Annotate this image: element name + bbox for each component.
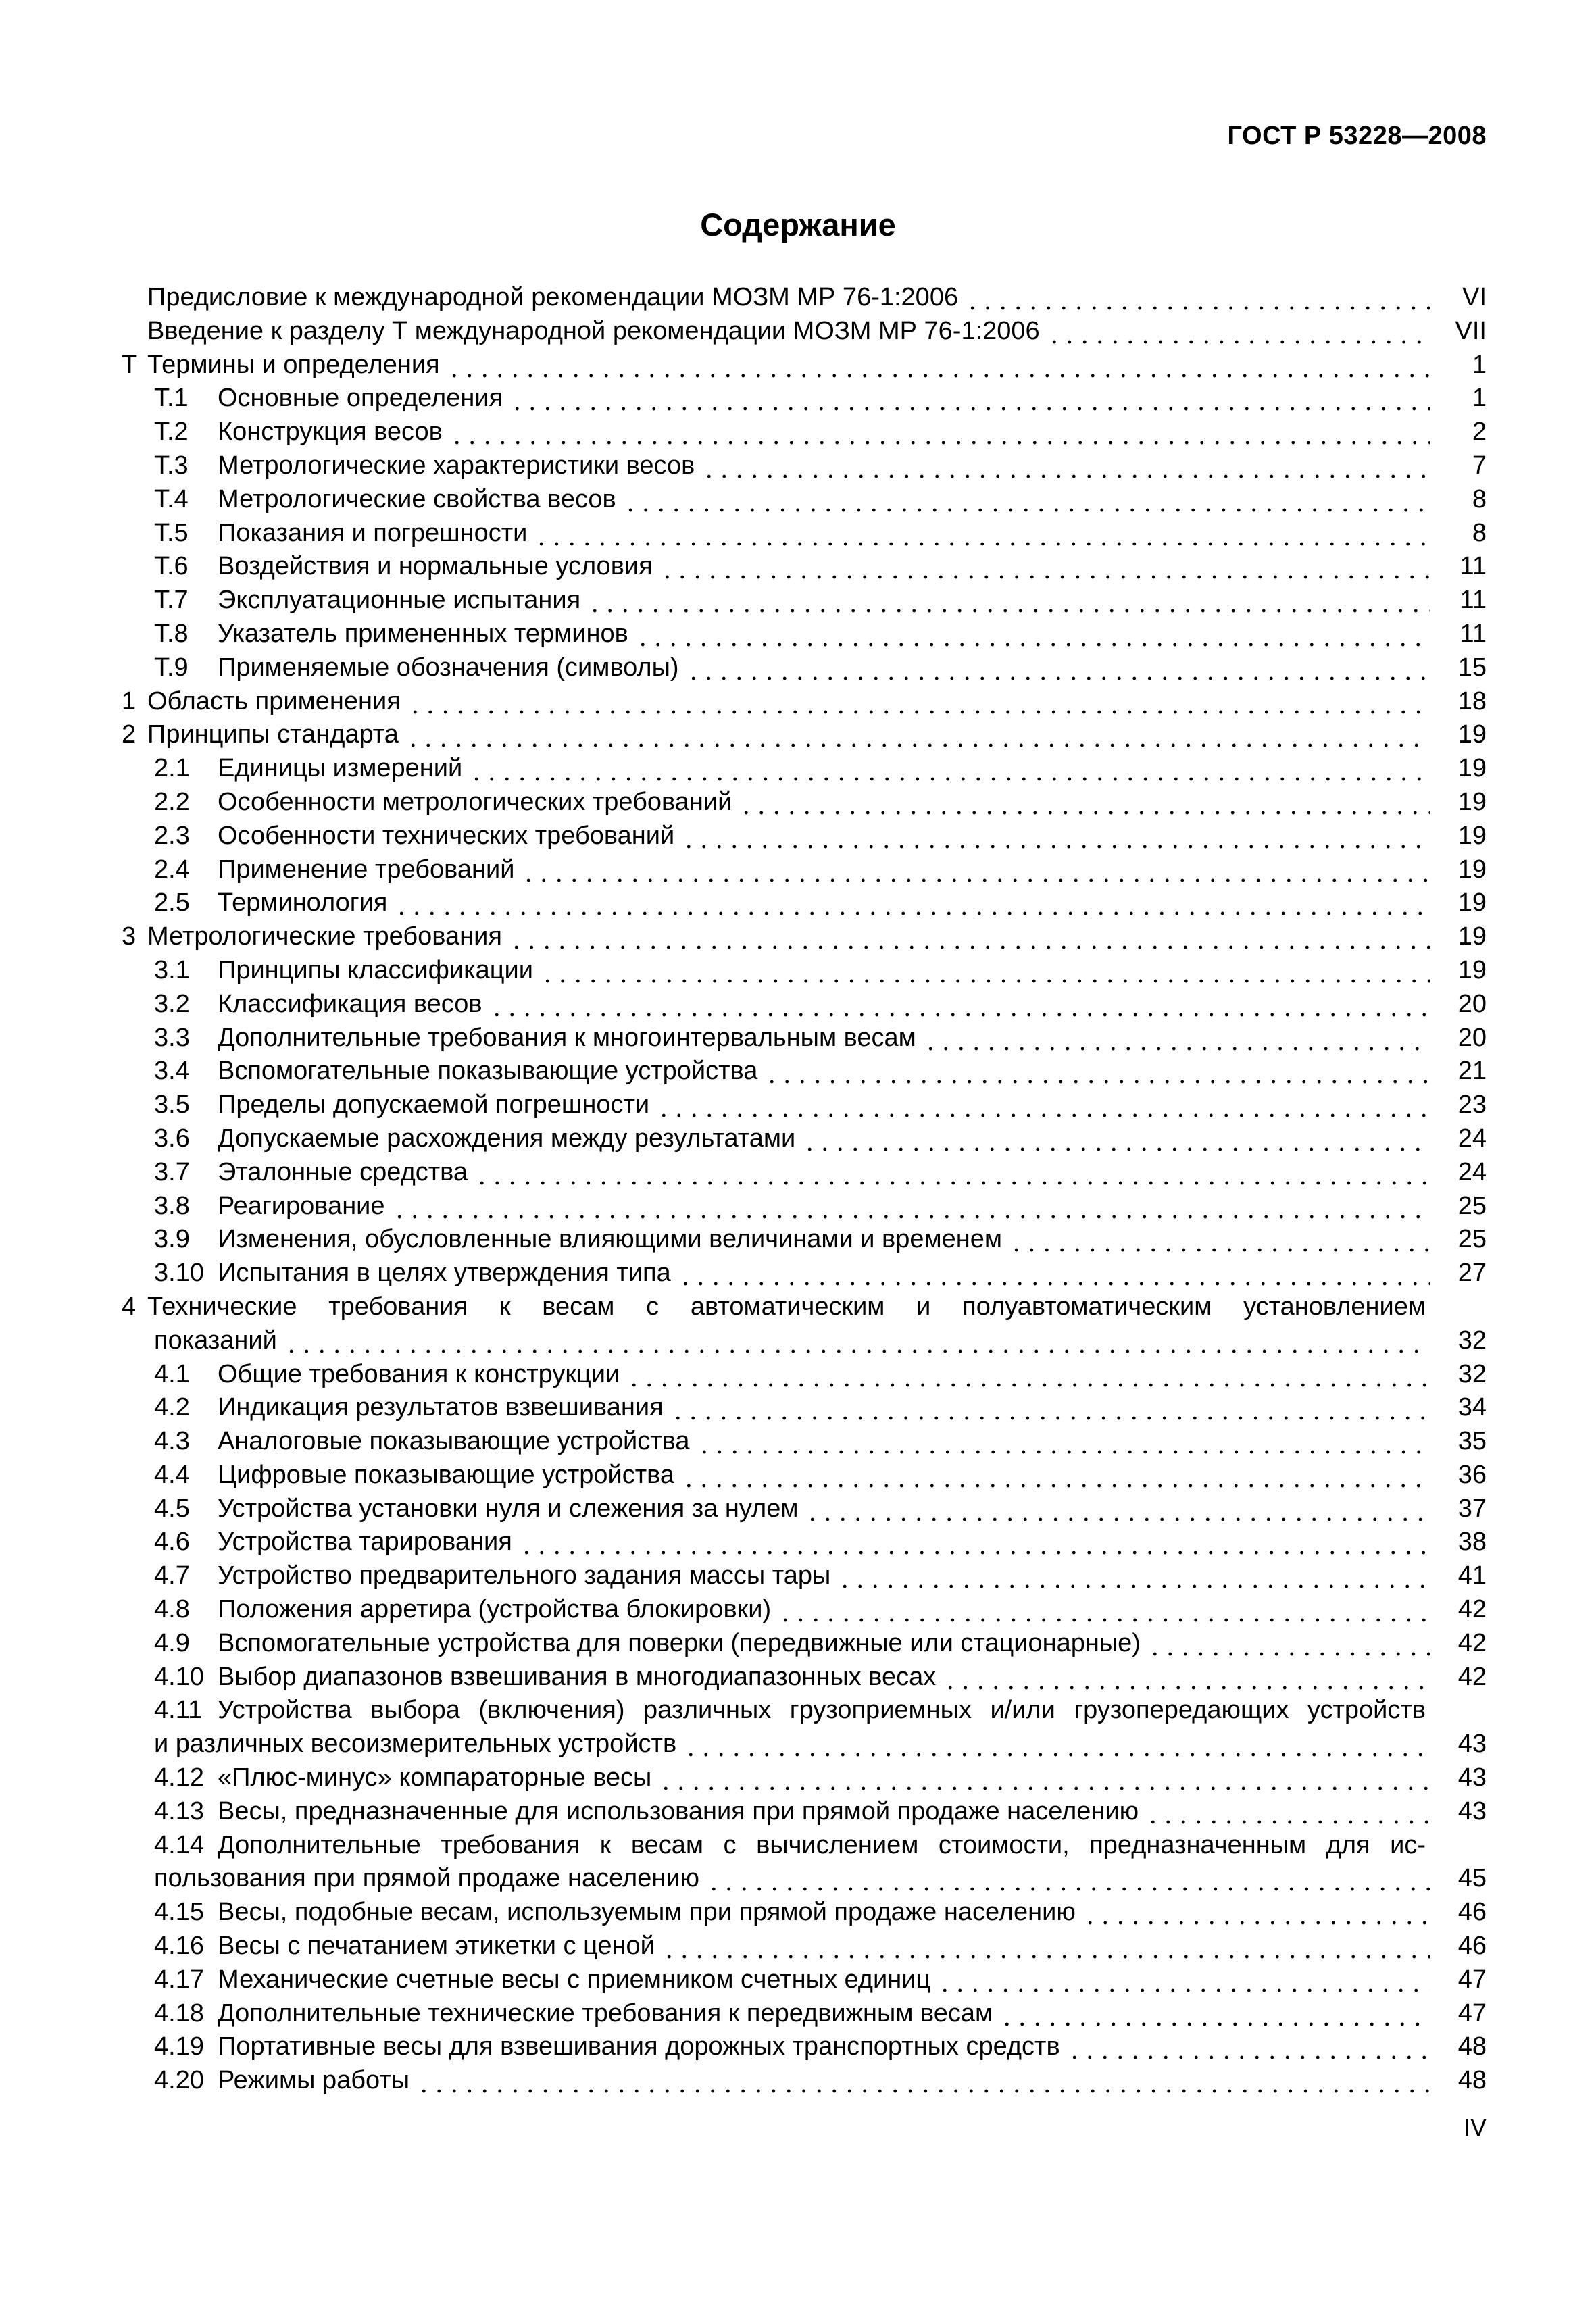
toc-entry[interactable] bbox=[122, 1055, 1487, 1088]
toc-entry-number: 3.9 bbox=[154, 1225, 190, 1254]
toc-entry-title: пользования при прямой продаже населению bbox=[154, 1864, 700, 1893]
toc-entry-page: 1 bbox=[1472, 384, 1487, 413]
toc-entry-page: 19 bbox=[1457, 754, 1487, 783]
dot-leader bbox=[392, 1190, 1430, 1224]
toc-entry-number: 4.11 bbox=[154, 1696, 203, 1725]
toc-entry-title: Дополнительные технические требования к передвижным весам bbox=[218, 1998, 993, 2028]
toc-entry-page: 19 bbox=[1457, 955, 1487, 984]
toc-entry[interactable] bbox=[122, 1425, 1487, 1459]
toc-entry[interactable] bbox=[122, 517, 1487, 551]
toc-entry-title: Весы, предназначенные для использования при прямой продаже населению bbox=[218, 1796, 1139, 1826]
dot-leader bbox=[416, 2064, 1430, 2098]
dot-leader bbox=[519, 1526, 1430, 1559]
table-of-contents bbox=[122, 281, 1487, 2098]
toc-entry-title: Метрологические свойства весов bbox=[218, 484, 616, 513]
toc-entry-page: 42 bbox=[1457, 1662, 1487, 1691]
toc-entry[interactable] bbox=[122, 886, 1487, 920]
toc-entry[interactable] bbox=[122, 1257, 1487, 1290]
toc-entry-number: 4.19 bbox=[154, 2032, 204, 2061]
toc-entry-number: 2 bbox=[122, 720, 136, 749]
toc-entry-number: 4.2 bbox=[154, 1393, 190, 1422]
toc-entry-number: Т.4 bbox=[154, 484, 189, 513]
toc-entry-title: Предисловие к международной рекомендации МОЗМ МР 76-1:2006 bbox=[147, 283, 959, 311]
toc-entry-page: 19 bbox=[1457, 888, 1487, 917]
toc-entry[interactable] bbox=[122, 1526, 1487, 1559]
dot-leader bbox=[587, 584, 1430, 618]
toc-entry-title: Метрологические требования bbox=[147, 922, 502, 951]
toc-entry[interactable] bbox=[122, 1896, 1487, 1930]
toc-entry[interactable] bbox=[122, 920, 1487, 954]
toc-entry-title: Воздействия и нормальные условия bbox=[218, 552, 653, 581]
toc-entry-title: Устройство предварительного задания массы тары bbox=[218, 1561, 831, 1590]
toc-entry-page: 15 bbox=[1457, 653, 1487, 682]
toc-entry-title: Положения арретира (устройства блокировки) bbox=[218, 1595, 772, 1624]
toc-entry-page: 46 bbox=[1457, 1932, 1487, 1961]
toc-entry-page: 2 bbox=[1472, 418, 1487, 447]
dot-leader bbox=[681, 820, 1430, 853]
dot-leader bbox=[999, 1997, 1430, 2031]
dot-leader bbox=[1047, 315, 1430, 349]
toc-entry-number: 4.12 bbox=[154, 1763, 204, 1792]
toc-entry-number: 4.10 bbox=[154, 1662, 204, 1691]
toc-entry[interactable] bbox=[122, 1358, 1487, 1392]
dot-leader bbox=[805, 1492, 1430, 1526]
toc-entry-title: Показания и погрешности bbox=[218, 518, 528, 547]
toc-entry-title: Портативные весы для взвешивания дорожных транспортных средств bbox=[218, 2032, 1060, 2061]
dot-leader bbox=[965, 281, 1430, 315]
toc-entry-number: 2.3 bbox=[154, 821, 190, 850]
dot-leader bbox=[474, 1156, 1430, 1190]
toc-entry[interactable] bbox=[122, 1324, 1487, 1358]
toc-entry[interactable] bbox=[122, 1290, 1487, 1324]
toc-entry-number: 4.15 bbox=[154, 1898, 204, 1927]
toc-entry[interactable] bbox=[122, 483, 1487, 517]
dot-leader bbox=[764, 1055, 1430, 1088]
toc-entry[interactable] bbox=[122, 1930, 1487, 1963]
toc-entry-number: 4.17 bbox=[154, 1965, 204, 1994]
toc-entry-number: 4.8 bbox=[154, 1595, 190, 1624]
toc-entry-number: 4.16 bbox=[154, 1932, 204, 1961]
toc-entry-title: Применение требований bbox=[218, 855, 515, 884]
toc-entry-title: Термины и определения bbox=[147, 350, 440, 379]
toc-entry-title: Указатель примененных терминов bbox=[218, 619, 628, 648]
dot-leader bbox=[659, 550, 1430, 584]
toc-entry-number: 4.14 bbox=[154, 1830, 204, 1859]
toc-entry-title: Режимы работы bbox=[218, 2066, 410, 2095]
toc-entry-number: 3.5 bbox=[154, 1090, 190, 1120]
toc-entry-number: 4.4 bbox=[154, 1460, 190, 1489]
toc-entry-title: Устройства установки нуля и слежения за нулем bbox=[218, 1494, 799, 1523]
toc-entry[interactable] bbox=[122, 1862, 1487, 1896]
toc-entry-page: 47 bbox=[1457, 1998, 1487, 2028]
toc-entry-page: 20 bbox=[1457, 989, 1487, 1018]
toc-entry-number: 3.8 bbox=[154, 1191, 190, 1220]
toc-entry[interactable] bbox=[122, 1829, 1487, 1863]
toc-entry-number: 4.5 bbox=[154, 1494, 190, 1523]
toc-entry-page: 32 bbox=[1457, 1359, 1487, 1388]
toc-entry-number: 2.5 bbox=[154, 888, 190, 917]
dot-leader bbox=[284, 1324, 1430, 1358]
toc-entry[interactable] bbox=[122, 685, 1487, 719]
dot-leader bbox=[449, 416, 1430, 449]
toc-entry-title: Принципы стандарта bbox=[147, 720, 399, 749]
dot-leader bbox=[626, 1358, 1430, 1392]
toc-entry-title: Принципы классификации bbox=[218, 955, 533, 984]
toc-entry-title: и различных весоизмерительных устройств bbox=[154, 1730, 677, 1759]
toc-entry[interactable] bbox=[122, 1156, 1487, 1190]
toc-entry[interactable] bbox=[122, 1593, 1487, 1627]
toc-entry-title: Пределы допускаемой погрешности bbox=[218, 1090, 650, 1120]
dot-leader bbox=[686, 651, 1430, 685]
toc-entry-number: 4.7 bbox=[154, 1561, 190, 1590]
toc-entry[interactable] bbox=[122, 651, 1487, 685]
dot-leader bbox=[802, 1122, 1430, 1156]
toc-entry-title: Терминология bbox=[218, 888, 388, 917]
dot-leader bbox=[534, 517, 1430, 551]
dot-leader bbox=[656, 1088, 1430, 1122]
toc-entry-page: 11 bbox=[1460, 586, 1487, 615]
dot-leader bbox=[405, 718, 1430, 752]
toc-entry-title: Аналоговые показывающие устройства bbox=[218, 1427, 690, 1456]
toc-entry-number: Т.2 bbox=[154, 418, 189, 447]
dot-leader bbox=[1009, 1223, 1430, 1257]
toc-entry-title: Особенности технических требований bbox=[218, 821, 675, 850]
toc-entry-title: Эксплуатационные испытания bbox=[218, 586, 581, 615]
toc-entry-number: 4.1 bbox=[154, 1359, 190, 1388]
toc-entry-number: 3 bbox=[122, 922, 136, 951]
toc-entry-page: 8 bbox=[1472, 518, 1487, 547]
toc-entry-title: Устройства тарирования bbox=[218, 1528, 512, 1557]
toc-entry-page: 35 bbox=[1457, 1427, 1487, 1456]
toc-entry-page: 11 bbox=[1460, 619, 1487, 648]
toc-entry-page: 41 bbox=[1457, 1561, 1487, 1590]
toc-entry[interactable] bbox=[122, 416, 1487, 449]
toc-entry[interactable] bbox=[122, 1492, 1487, 1526]
toc-entry-number: 4.3 bbox=[154, 1427, 190, 1456]
dot-leader bbox=[635, 618, 1430, 651]
dot-leader bbox=[923, 1022, 1430, 1055]
toc-entry[interactable] bbox=[122, 349, 1487, 382]
toc-entry-title: Весы с печатанием этикетки с ценой bbox=[218, 1932, 655, 1961]
toc-entry-title: Общие требования к конструкции bbox=[218, 1359, 620, 1388]
toc-entry[interactable] bbox=[122, 1728, 1487, 1761]
toc-entry[interactable] bbox=[122, 584, 1487, 618]
toc-entry-number: Т.8 bbox=[154, 619, 189, 648]
dot-leader bbox=[778, 1593, 1430, 1627]
dot-leader bbox=[1147, 1627, 1430, 1661]
toc-entry-page: 42 bbox=[1457, 1595, 1487, 1624]
dot-leader bbox=[623, 483, 1430, 517]
toc-entry-title: Вспомогательные показывающие устройства bbox=[218, 1057, 758, 1086]
toc-entry[interactable] bbox=[122, 1190, 1487, 1224]
toc-entry-title: Весы, подобные весам, используемым при прямой продаже населению bbox=[218, 1898, 1076, 1927]
toc-entry[interactable] bbox=[122, 2064, 1487, 2098]
dot-leader bbox=[509, 920, 1430, 954]
toc-entry-title: Область применения bbox=[147, 686, 401, 715]
toc-entry[interactable] bbox=[122, 1963, 1487, 1997]
toc-entry-number: Т.6 bbox=[154, 552, 189, 581]
toc-entry-number: 2.2 bbox=[154, 787, 190, 816]
toc-entry-title: Особенности метрологических требований bbox=[218, 787, 732, 816]
toc-entry-page: VII bbox=[1455, 316, 1487, 345]
toc-entry-title: Выбор диапазонов взвешивания в многодиапазонных весах bbox=[218, 1662, 937, 1691]
toc-entry-title: Конструкция весов bbox=[218, 418, 443, 447]
dot-leader bbox=[1082, 1896, 1430, 1930]
dot-leader bbox=[489, 988, 1430, 1022]
dot-leader bbox=[509, 382, 1430, 416]
dot-leader bbox=[678, 1257, 1430, 1290]
toc-entry[interactable] bbox=[122, 1391, 1487, 1425]
toc-entry-title: Допускаемые расхождения между результатами bbox=[218, 1124, 796, 1153]
toc-entry[interactable] bbox=[122, 1122, 1487, 1156]
dot-leader bbox=[658, 1761, 1430, 1795]
dot-leader bbox=[1145, 1795, 1430, 1829]
toc-entry[interactable] bbox=[122, 550, 1487, 584]
dot-leader bbox=[407, 685, 1430, 719]
dot-leader bbox=[670, 1391, 1430, 1425]
toc-entry-number: Т bbox=[122, 350, 138, 379]
dot-leader bbox=[697, 1425, 1430, 1459]
toc-entry-number: 4.20 bbox=[154, 2066, 204, 2095]
toc-entry-page: 43 bbox=[1457, 1763, 1487, 1792]
dot-leader bbox=[469, 752, 1430, 786]
toc-entry-title: Применяемые обозначения (символы) bbox=[218, 653, 679, 682]
toc-entry[interactable] bbox=[122, 752, 1487, 786]
dot-leader bbox=[837, 1559, 1430, 1593]
toc-entry-page: 25 bbox=[1457, 1191, 1487, 1220]
toc-entry-page: 19 bbox=[1457, 787, 1487, 816]
toc-entry-page: 24 bbox=[1457, 1157, 1487, 1186]
toc-entry[interactable] bbox=[122, 1661, 1487, 1694]
dot-leader bbox=[540, 954, 1430, 988]
dot-leader bbox=[937, 1963, 1430, 1997]
toc-entry[interactable] bbox=[122, 954, 1487, 988]
page-number: IV bbox=[1463, 2113, 1487, 2141]
toc-entry[interactable] bbox=[122, 1694, 1487, 1728]
dot-leader bbox=[683, 1728, 1430, 1761]
toc-entry-number: Т.9 bbox=[154, 653, 189, 682]
toc-entry[interactable] bbox=[122, 382, 1487, 416]
toc-entry-title: Метрологические характеристики весов bbox=[218, 451, 695, 480]
toc-entry-page: 25 bbox=[1457, 1225, 1487, 1254]
toc-entry-page: 34 bbox=[1457, 1393, 1487, 1422]
toc-entry-page: 48 bbox=[1457, 2032, 1487, 2061]
toc-entry-number: 2.1 bbox=[154, 754, 190, 783]
toc-entry-title: Цифровые показывающие устройства bbox=[218, 1460, 675, 1489]
toc-entry[interactable] bbox=[122, 718, 1487, 752]
toc-entry-page: 19 bbox=[1457, 922, 1487, 951]
toc-entry-number: Т.5 bbox=[154, 518, 189, 547]
toc-entry[interactable] bbox=[122, 786, 1487, 820]
toc-entry-page: 47 bbox=[1457, 1965, 1487, 1994]
toc-entry[interactable] bbox=[122, 1022, 1487, 1055]
toc-entry-page: 46 bbox=[1457, 1898, 1487, 1927]
toc-entry[interactable] bbox=[122, 2030, 1487, 2064]
toc-entry-title: Эталонные средства bbox=[218, 1157, 468, 1186]
toc-entry[interactable] bbox=[122, 1088, 1487, 1122]
toc-entry-page: 48 bbox=[1457, 2066, 1487, 2095]
dot-leader bbox=[739, 786, 1430, 820]
toc-entry[interactable] bbox=[122, 315, 1487, 349]
toc-entry-page: 24 bbox=[1457, 1124, 1487, 1153]
toc-entry-number: 4.13 bbox=[154, 1796, 204, 1826]
toc-entry-page: 19 bbox=[1457, 855, 1487, 884]
toc-entry-number: 3.6 bbox=[154, 1124, 190, 1153]
toc-entry-page: 43 bbox=[1457, 1796, 1487, 1826]
document-id: ГОСТ Р 53228—2008 bbox=[1227, 122, 1487, 150]
toc-entry[interactable] bbox=[122, 449, 1487, 483]
toc-entry-page: 19 bbox=[1457, 720, 1487, 749]
toc-entry-title: «Плюс-минус» компараторные весы bbox=[218, 1763, 652, 1792]
toc-entry-number: Т.1 bbox=[154, 384, 189, 413]
toc-entry-number: 3.4 bbox=[154, 1057, 190, 1086]
dot-leader bbox=[394, 886, 1430, 920]
toc-entry-title: показаний bbox=[154, 1326, 277, 1355]
toc-entry-page: 32 bbox=[1457, 1326, 1487, 1355]
toc-entry[interactable] bbox=[122, 853, 1487, 887]
toc-entry-number: 3.3 bbox=[154, 1023, 190, 1052]
toc-entry-page: VI bbox=[1462, 283, 1487, 311]
toc-entry[interactable] bbox=[122, 1997, 1487, 2031]
toc-entry-page: 18 bbox=[1457, 686, 1487, 715]
toc-entry-title: Реагирование bbox=[218, 1191, 385, 1220]
toc-entry-page: 43 bbox=[1457, 1730, 1487, 1759]
toc-entry[interactable] bbox=[122, 1223, 1487, 1257]
toc-entry-number: 4.18 bbox=[154, 1998, 204, 2028]
toc-entry[interactable] bbox=[122, 820, 1487, 853]
dot-leader bbox=[701, 449, 1430, 483]
toc-entry-page: 20 bbox=[1457, 1023, 1487, 1052]
toc-entry-page: 38 bbox=[1457, 1528, 1487, 1557]
toc-entry-page: 7 bbox=[1472, 451, 1487, 480]
toc-entry-number: 4.6 bbox=[154, 1528, 190, 1557]
toc-entry-title: Классификация весов bbox=[218, 989, 482, 1018]
page-title: Содержание bbox=[700, 207, 896, 243]
toc-entry-page: 36 bbox=[1457, 1460, 1487, 1489]
toc-entry-title: Дополнительные требования к весам с вычислением стоимости, предназначенным для ис- bbox=[218, 1830, 1426, 1859]
toc-entry-title: Устройства выбора (включения) различных грузоприемных и/или грузопередающих устройств bbox=[218, 1696, 1426, 1725]
toc-entry-title: Механические счетные весы с приемником счетных единиц bbox=[218, 1965, 931, 1994]
toc-entry-title: Изменения, обусловленные влияющими величинами и временем bbox=[218, 1225, 1003, 1254]
toc-entry[interactable] bbox=[122, 1795, 1487, 1829]
toc-entry[interactable] bbox=[122, 1627, 1487, 1661]
toc-entry-page: 21 bbox=[1457, 1057, 1487, 1086]
toc-entry[interactable] bbox=[122, 281, 1487, 315]
toc-entry-title: Индикация результатов взвешивания bbox=[218, 1393, 664, 1422]
toc-entry-page: 45 bbox=[1457, 1864, 1487, 1893]
dot-leader bbox=[521, 853, 1430, 887]
toc-entry-page: 27 bbox=[1457, 1259, 1487, 1288]
toc-entry-number: 3.7 bbox=[154, 1157, 190, 1186]
toc-entry-number: 1 bbox=[122, 686, 136, 715]
toc-entry[interactable] bbox=[122, 988, 1487, 1022]
dot-leader bbox=[1067, 2030, 1430, 2064]
dot-leader bbox=[943, 1661, 1430, 1694]
toc-entry-page: 11 bbox=[1460, 552, 1487, 581]
toc-entry-number: 3.10 bbox=[154, 1259, 204, 1288]
toc-entry-page: 8 bbox=[1472, 484, 1487, 513]
toc-entry-page: 19 bbox=[1457, 821, 1487, 850]
toc-entry-number: 2.4 bbox=[154, 855, 190, 884]
toc-entry-title: Введение к разделу Т международной рекомендации МОЗМ МР 76-1:2006 bbox=[147, 316, 1040, 345]
toc-entry[interactable] bbox=[122, 1559, 1487, 1593]
toc-entry-number: 4.9 bbox=[154, 1628, 190, 1657]
dot-leader bbox=[447, 349, 1430, 382]
toc-entry-number: 3.2 bbox=[154, 989, 190, 1018]
toc-entry-page: 1 bbox=[1472, 350, 1487, 379]
toc-entry[interactable] bbox=[122, 1761, 1487, 1795]
toc-entry-title: Дополнительные требования к многоинтервальным весам bbox=[218, 1023, 916, 1052]
toc-entry-title: Испытания в целях утверждения типа bbox=[218, 1259, 671, 1288]
dot-leader bbox=[662, 1930, 1430, 1963]
toc-entry-title: Единицы измерений bbox=[218, 754, 463, 783]
toc-entry-page: 42 bbox=[1457, 1628, 1487, 1657]
toc-entry-title: Вспомогательные устройства для поверки (передвижные или стационарные) bbox=[218, 1628, 1141, 1657]
toc-entry-number: Т.7 bbox=[154, 586, 189, 615]
toc-entry-number: 3.1 bbox=[154, 955, 190, 984]
toc-entry-number: Т.3 bbox=[154, 451, 189, 480]
toc-entry-title: Технические требования к весам с автоматическим и полуавтоматическим установлением bbox=[147, 1292, 1426, 1321]
dot-leader bbox=[681, 1459, 1430, 1492]
toc-entry-page: 23 bbox=[1457, 1090, 1487, 1120]
toc-entry-number: 4 bbox=[122, 1292, 136, 1321]
toc-entry-title: Основные определения bbox=[218, 384, 503, 413]
dot-leader bbox=[706, 1862, 1430, 1896]
toc-entry[interactable] bbox=[122, 1459, 1487, 1492]
toc-entry-page: 37 bbox=[1457, 1494, 1487, 1523]
toc-entry[interactable] bbox=[122, 618, 1487, 651]
